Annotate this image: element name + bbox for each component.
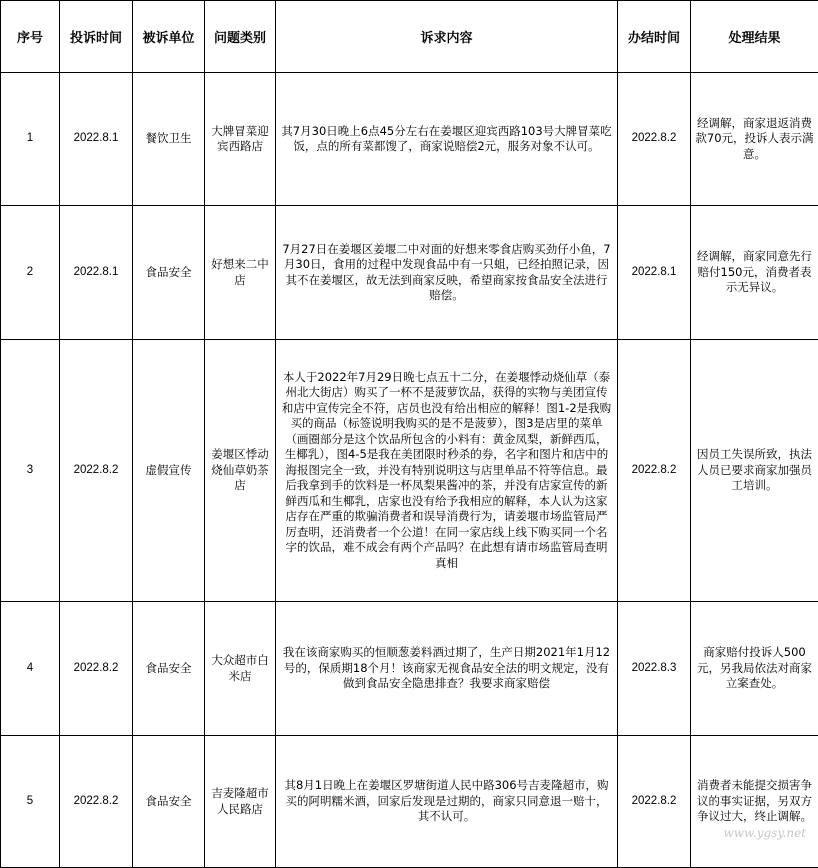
row-closed-date: 2022.8.2 <box>618 73 691 206</box>
header-category: 问题类别 <box>205 1 276 73</box>
header-closed-date: 办结时间 <box>618 1 691 73</box>
row-complaint-date: 2022.8.2 <box>60 602 133 736</box>
row-closed-date: 2022.8.1 <box>618 206 691 340</box>
table-row <box>1 736 818 868</box>
row-closed-date: 2022.8.3 <box>618 602 691 736</box>
row-complaint-date: 2022.8.1 <box>60 206 133 340</box>
row-no: 2 <box>1 206 60 340</box>
row-complaint-date: 2022.8.2 <box>60 340 133 602</box>
row-no: 3 <box>1 340 60 602</box>
row-content: 7月27日在姜堰区姜堰二中对面的好想来零食店购买劲仔小鱼，7月30日，食用的过程中发现食品中有一只蛆，已经拍照记录，因其不在姜堰区，故无法到商家反映，希望商家按食品安全法进行赔偿。 <box>276 206 618 340</box>
row-content: 本人于2022年7月29日晚七点五十二分，在姜堰悸动烧仙草（泰州北大街店）购买了一杯不是菠萝饮品，获得的实物与美团宣传和店中宣传完全不符，店员也没有给出相应的解释！图1-2是我购买的商品（标签说明我购买的是不是菠萝），图3是店里的菜单（画圈部分是这个饮品所包含的小料有：黄金凤梨，新鲜西瓜，生椰乳），图4-5是我在美团限时秒杀的券，名字和图片和店中的海报图完全一致，并没有特别说明这与店里单品不符等信息。最后我拿到手的饮料是一杯凤梨果酱冲的茶，并没有店家宣传的新鲜西瓜和生椰乳，店家也没有给予我相应的解释，本人认为这家店存在严重的欺骗消费者和误导消费行为，请姜堰市场监管局严厉查明，还消费者一个公道！在同一家店线上线下购买同一个名字的饮品，难不成会有两个产品吗？在此想有请市场监管局查明真相 <box>276 340 618 602</box>
table-row <box>1 73 818 206</box>
row-content: 我在该商家购买的恒顺葱姜料酒过期了，生产日期2021年1月12号的，保质期18个月！该商家无视食品安全法的明文规定，没有做到食品安全隐患排查？我要求商家赔偿 <box>276 602 618 736</box>
table-row <box>1 340 818 602</box>
table-row <box>1 206 818 340</box>
row-result: 商家赔付投诉人500元，另我局依法对商家立案查处。 <box>691 602 818 736</box>
row-no: 4 <box>1 602 60 736</box>
row-unit: 大牌冒菜迎宾西路店 <box>205 73 276 206</box>
row-closed-date: 2022.8.2 <box>618 340 691 602</box>
row-result: 经调解，商家同意先行赔付150元，消费者表示无异议。 <box>691 206 818 340</box>
header-result: 处理结果 <box>691 1 818 73</box>
watermark: www.ygsy.net <box>724 826 806 840</box>
row-category: 虚假宣传 <box>133 340 205 602</box>
header-complaint-date: 投诉时间 <box>60 1 133 73</box>
header-row <box>1 1 818 73</box>
row-no: 5 <box>1 736 60 868</box>
row-category: 餐饮卫生 <box>133 73 205 206</box>
row-category: 食品安全 <box>133 602 205 736</box>
row-unit: 好想来二中店 <box>205 206 276 340</box>
row-content: 其8月1日晚上在姜堰区罗塘街道人民中路306号吉麦隆超市，购买的阿明糯米酒，回家后发现是过期的，商家只同意退一赔十，其不认可。 <box>276 736 618 868</box>
row-complaint-date: 2022.8.1 <box>60 73 133 206</box>
table-row <box>1 602 818 736</box>
row-unit: 大众超市白米店 <box>205 602 276 736</box>
row-content: 其7月30日晚上6点45分左右在姜堰区迎宾西路103号大牌冒菜吃饭，点的所有菜都馊了，商家说赔偿2元，服务对象不认可。 <box>276 73 618 206</box>
header-unit: 被诉单位 <box>133 1 205 73</box>
row-complaint-date: 2022.8.2 <box>60 736 133 868</box>
row-closed-date: 2022.8.2 <box>618 736 691 868</box>
row-no: 1 <box>1 73 60 206</box>
row-result: 因员工失误所致，执法人员已要求商家加强员工培训。 <box>691 340 818 602</box>
row-unit: 姜堰区悸动烧仙草奶茶店 <box>205 340 276 602</box>
row-result: 消费者未能提交损害争议的事实证据，另双方争议过大，终止调解。 <box>691 736 818 868</box>
row-unit: 吉麦隆超市人民路店 <box>205 736 276 868</box>
header-content: 诉求内容 <box>276 1 618 73</box>
row-category: 食品安全 <box>133 736 205 868</box>
row-result: 经调解，商家退返消费款70元，投诉人表示满意。 <box>691 73 818 206</box>
row-category: 食品安全 <box>133 206 205 340</box>
header-no: 序号 <box>1 1 60 73</box>
